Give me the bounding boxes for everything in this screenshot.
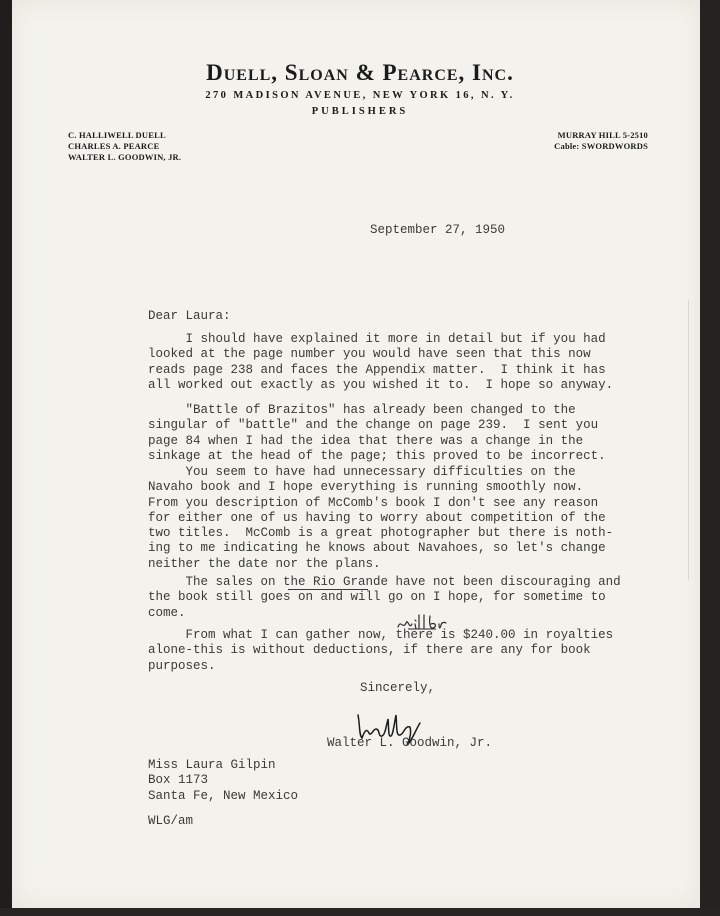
text-line: sinkage at the head of the page; this proved to be incorrect.: [148, 448, 606, 463]
addressee-line: Santa Fe, New Mexico: [148, 788, 299, 803]
text-line: ing to me indicating he knows about Navahoes, so let's change: [148, 541, 606, 556]
paragraph-2: [148, 403, 606, 464]
closing: Sincerely,: [360, 681, 436, 695]
paragraph-4: [148, 575, 621, 621]
partner-name: CHARLES A. PEARCE: [68, 141, 160, 151]
text-line: alone-this is without deductions, if there are any for book: [148, 643, 591, 658]
text-line: singular of "battle" and the change on page 239. I sent you: [148, 418, 599, 433]
reference-initials: WLG/am: [148, 814, 194, 828]
text-line: for either one of us having to worry about competition of the: [148, 510, 606, 525]
text-line: all worked out exactly as you wished it to. I hope so anyway.: [148, 377, 614, 392]
text-line: neither the date nor the plans.: [148, 556, 381, 571]
text-line: I should have explained it more in detail but if you had: [148, 332, 606, 346]
cable-address: Cable: SWORDWORDS: [554, 141, 648, 151]
addressee-line: Box 1173: [148, 773, 209, 788]
text-line: page 84 when I had the idea that there was a change in the: [148, 433, 584, 448]
letter-date: September 27, 1950: [370, 223, 506, 237]
partner-name: WALTER L. GOODWIN, JR.: [68, 152, 182, 162]
text-line: Navaho book and I hope everything is running smoothly now.: [148, 480, 584, 495]
text-line: You seem to have had unnecessary difficulties on the: [148, 465, 576, 479]
text-line: the book still goes on and will go on I hope, for sometime to: [148, 590, 606, 605]
contact-info: [520, 130, 648, 152]
addressee-block: [148, 758, 298, 804]
text-line: purposes.: [148, 658, 216, 673]
text-line: From what I can gather now, there is $240.00 in royalties: [148, 628, 614, 642]
paper-fold-shadow: [688, 300, 689, 580]
signer-name: Walter L. Goodwin, Jr.: [327, 736, 493, 750]
photo-border-left: [0, 0, 12, 916]
handwritten-insert: [395, 613, 455, 635]
company-name: Duell, Sloan & Pearce, Inc.: [206, 60, 514, 85]
photo-border-bottom: [0, 908, 720, 916]
phone-number: MURRAY HILL 5-2510: [557, 130, 648, 140]
paragraph-1: [148, 332, 613, 393]
company-tagline: PUBLISHERS: [311, 106, 409, 117]
text-line: From you description of McComb's book I don't see any reason: [148, 495, 599, 510]
paragraph-5: [148, 628, 613, 674]
photo-border-right: [700, 0, 720, 916]
text-line: two titles. McComb is a great photographer but there is noth-: [148, 526, 614, 541]
salutation: Dear Laura:: [148, 309, 231, 323]
title-underline: [288, 589, 368, 590]
company-address: 270 MADISON AVENUE, NEW YORK 16, N. Y.: [205, 90, 515, 101]
partner-name: C. HALLIWELL DUELL: [68, 130, 166, 140]
text-line: looked at the page number you would have seen that this now: [148, 347, 591, 362]
addressee-line: Miss Laura Gilpin: [148, 758, 276, 772]
partners-list: [68, 130, 181, 163]
text-line: come.: [148, 605, 186, 620]
text-line: The sales on the Rio Grande have not been discouraging and: [148, 575, 621, 589]
text-line: reads page 238 and faces the Appendix matter. I think it has: [148, 362, 606, 377]
paragraph-3: [148, 465, 613, 572]
text-line: "Battle of Brazitos" has already been changed to the: [148, 403, 576, 417]
